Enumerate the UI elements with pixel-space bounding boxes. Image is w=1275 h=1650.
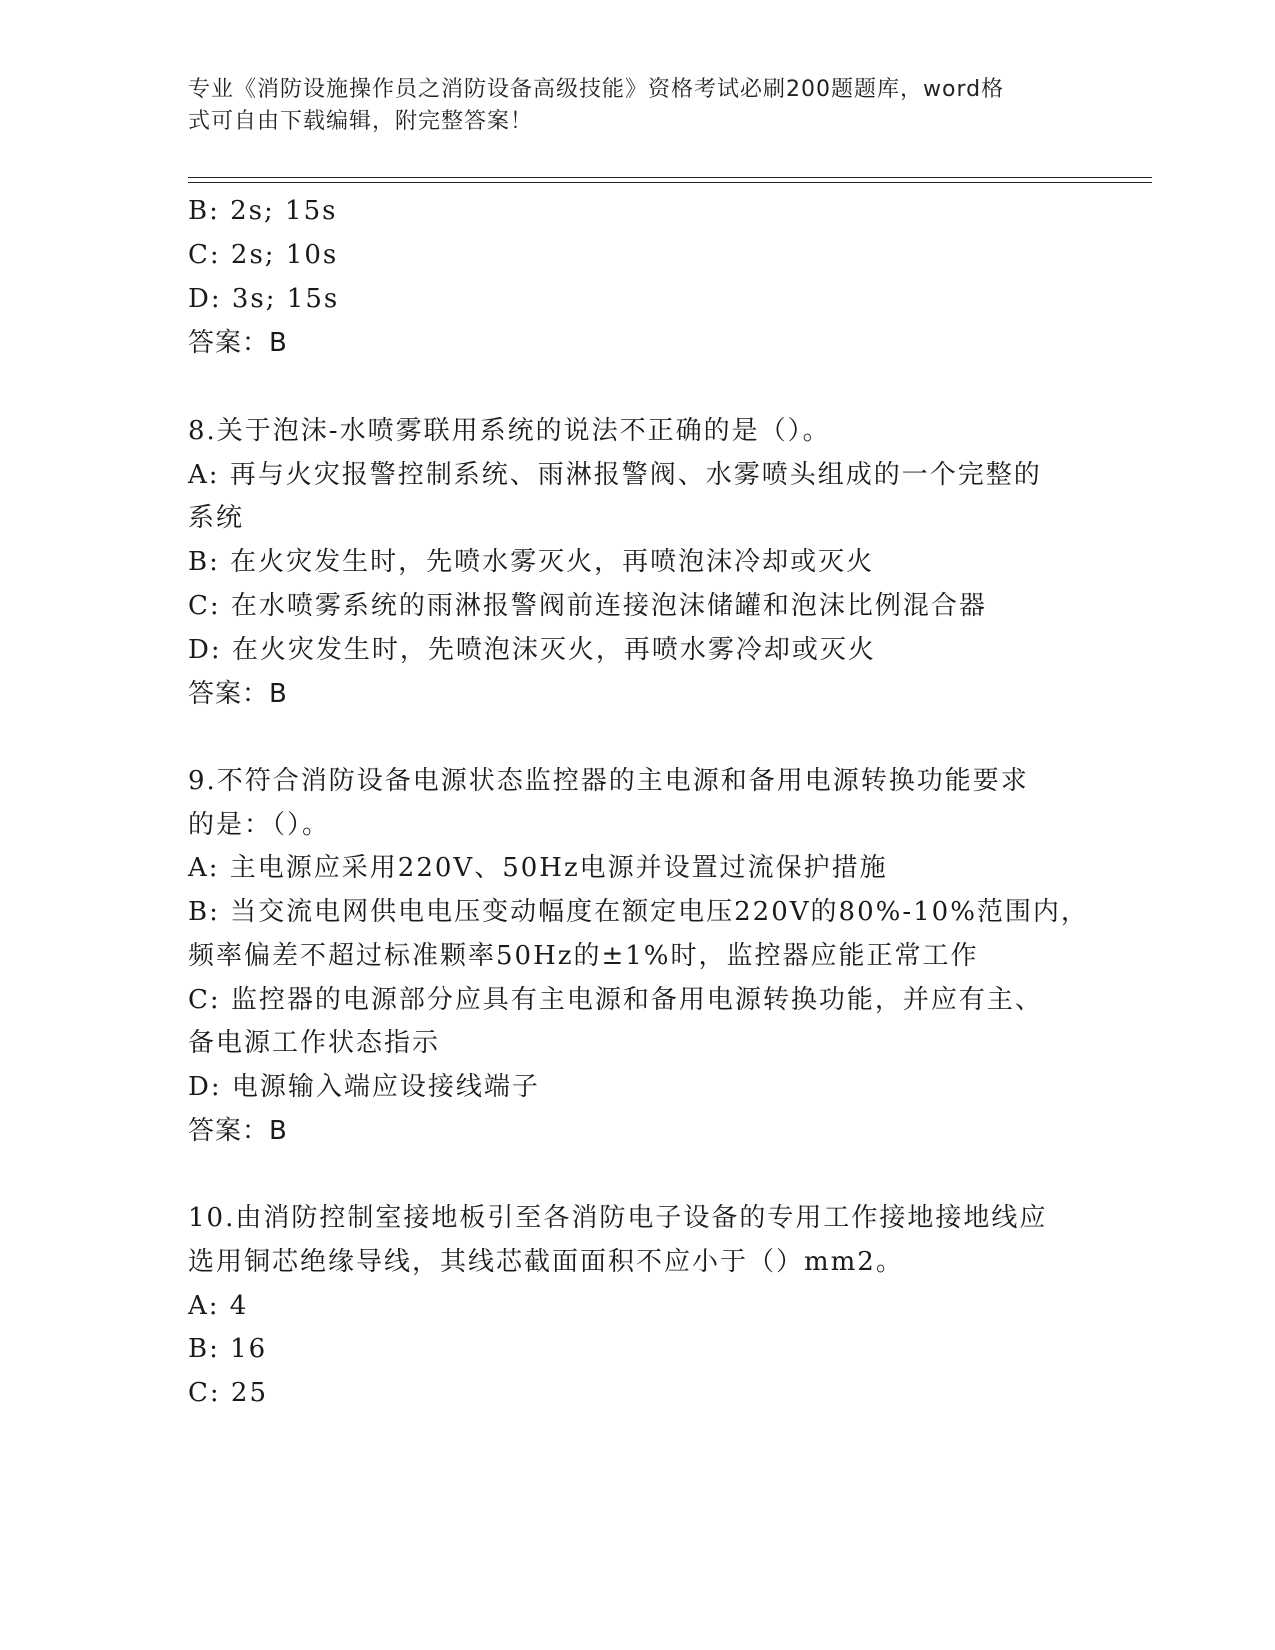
q8-option-a-line-1: A: 再与火灾报警控制系统、雨淋报警阀、水雾喷头组成的一个完整的 xyxy=(188,460,1042,490)
q9-option-d: D: 电源输入端应设接线端子 xyxy=(188,1072,540,1102)
q7-option-c: C: 2s; 10s xyxy=(188,240,339,270)
q8-option-a-line-2: 系统 xyxy=(188,503,245,533)
q7-option-d: D: 3s; 15s xyxy=(188,284,340,314)
q8-option-d: D: 在火灾发生时，先喷泡沫灭火，再喷水雾冷却或灭火 xyxy=(188,635,876,665)
q9-question-line-1: 9.不符合消防设备电源状态监控器的主电源和备用电源转换功能要求 xyxy=(188,766,1029,796)
document-header xyxy=(188,74,1068,138)
q7-answer: 答案：B xyxy=(188,328,288,358)
q9-option-a: A: 主电源应采用220V、50Hz电源并设置过流保护措施 xyxy=(188,853,888,883)
q9-answer: 答案：B xyxy=(188,1116,288,1146)
header-line-2: 式可自由下载编辑，附完整答案！ xyxy=(188,109,534,134)
q9-question-line-2: 的是：（）。 xyxy=(188,810,331,840)
header-line-1: 专业《消防设施操作员之消防设备高级技能》资格考试必刷200题题库，word格 xyxy=(188,77,1005,102)
q10-option-b: B: 16 xyxy=(188,1334,268,1364)
q10-option-c: C: 25 xyxy=(188,1378,269,1408)
header-divider-bottom xyxy=(188,182,1152,183)
q10-option-a: A: 4 xyxy=(188,1291,249,1321)
q9-option-b-line-2: 频率偏差不超过标准颗率50Hz的±1%时，监控器应能正常工作 xyxy=(188,941,979,971)
q8-option-c: C: 在水喷雾系统的雨淋报警阀前连接泡沫储罐和泡沫比例混合器 xyxy=(188,591,987,621)
q10-question-line-2: 选用铜芯绝缘导线，其线芯截面面积不应小于（）mm2。 xyxy=(188,1247,904,1277)
header-divider-top xyxy=(188,177,1152,178)
q10-question-line-1: 10.由消防控制室接地板引至各消防电子设备的专用工作接地接地线应 xyxy=(188,1203,1048,1233)
q9-option-c-line-2: 备电源工作状态指示 xyxy=(188,1028,441,1058)
q9-option-b-line-1: B: 当交流电网供电电压变动幅度在额定电压220V的80%-10%范围内， xyxy=(188,897,1089,927)
q8-option-b: B: 在火灾发生时，先喷水雾灭火，再喷泡沫冷却或灭火 xyxy=(188,547,875,577)
q8-answer: 答案：B xyxy=(188,679,288,709)
q8-question: 8.关于泡沫-水喷雾联用系统的说法不正确的是（）。 xyxy=(188,416,831,446)
q7-option-b: B: 2s; 15s xyxy=(188,196,338,226)
q9-option-c-line-1: C: 监控器的电源部分应具有主电源和备用电源转换功能，并应有主、 xyxy=(188,985,1043,1015)
